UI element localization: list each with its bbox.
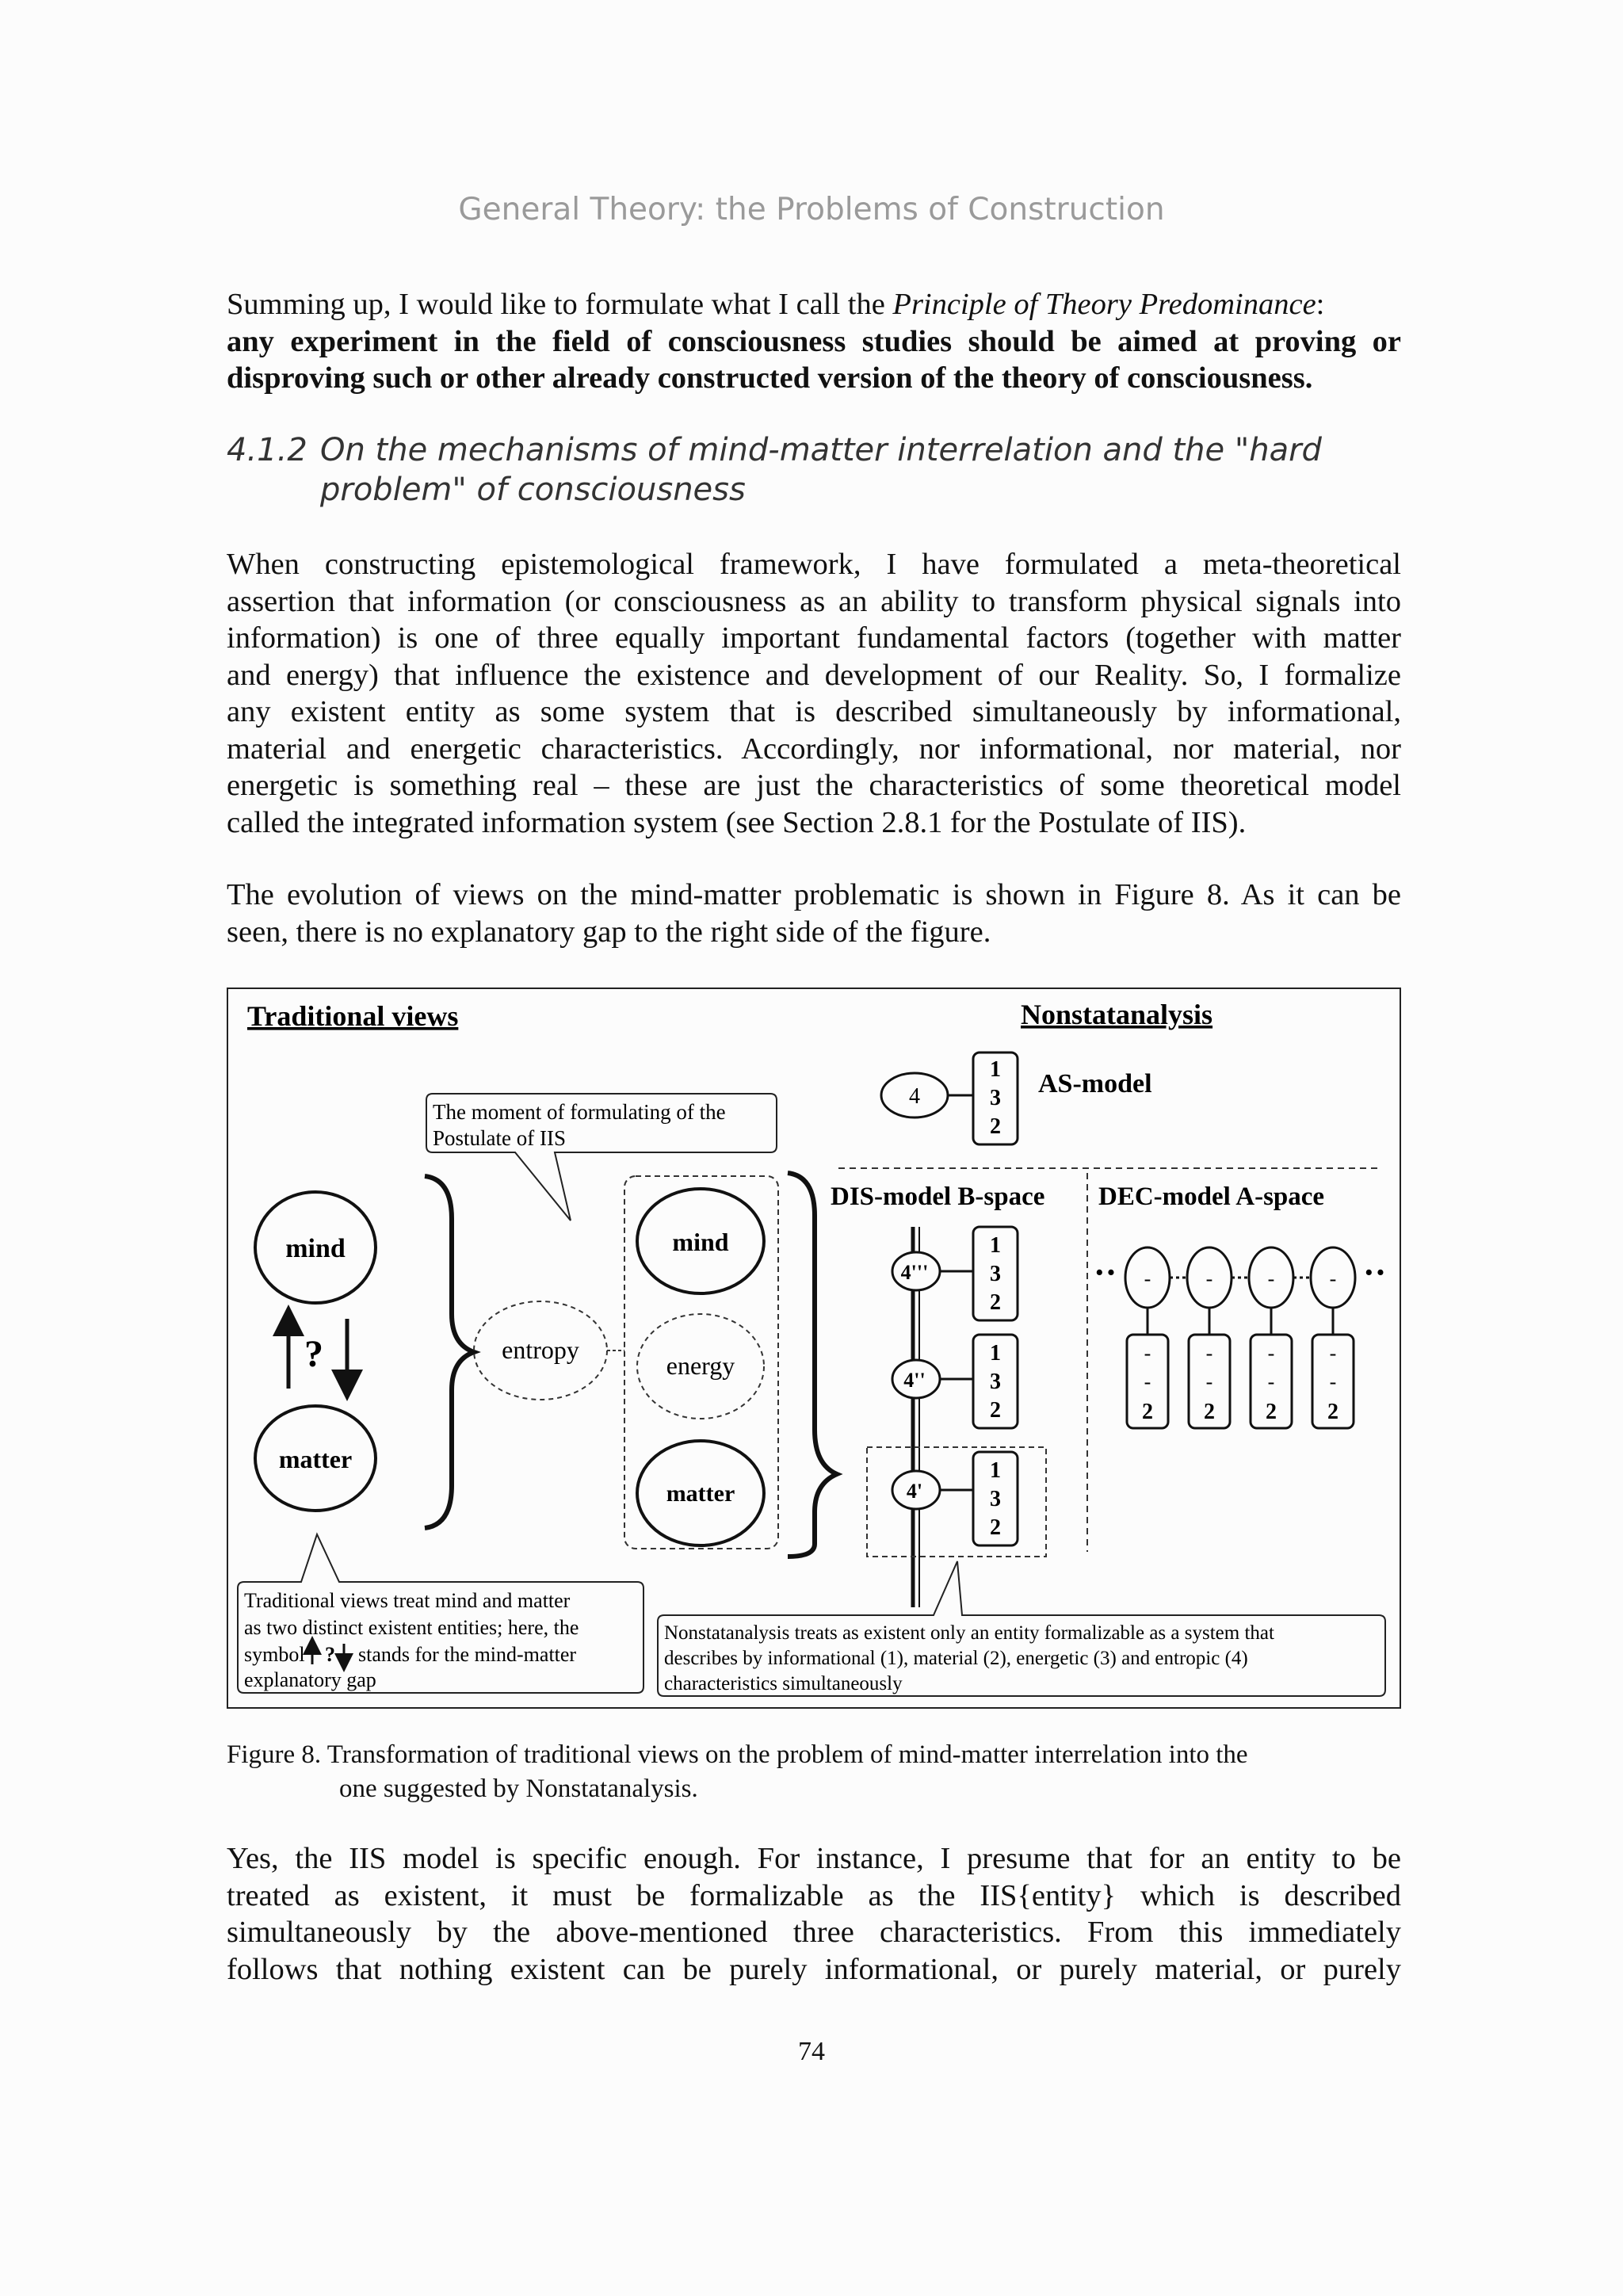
callout-postulate-line: The moment of formulating of the xyxy=(433,1100,726,1124)
dec-unit-dash: - xyxy=(1329,1370,1337,1393)
stack-value: 3 xyxy=(990,1086,1001,1110)
callout-nonstat-line: characteristics simultaneously xyxy=(664,1673,903,1694)
dis-model-label: DIS-model B-space xyxy=(831,1182,1045,1211)
paragraph-line: Summing up, I would like to formulate what I call the Principle of Theory Predominance: xyxy=(227,288,1325,321)
paragraph-line: The evolution of views on the mind-matter problematic is shown in Figure 8. As it can be xyxy=(227,878,1401,911)
energy-label: energy xyxy=(666,1351,735,1380)
paragraph-line: simultaneously by the above-mentioned three characteristics. From this immediately xyxy=(227,1916,1401,1949)
page-number: 74 xyxy=(798,2037,825,2066)
callout-traditional-symbol-label: symbol xyxy=(244,1643,305,1666)
dec-unit-dash: - xyxy=(1329,1267,1337,1290)
paragraph-line: Yes, the IIS model is specific enough. For instance, I presume that for an entity to be xyxy=(227,1842,1401,1875)
principle-statement-line: any experiment in the field of consciousness studies should be aimed at proving or xyxy=(227,324,1401,358)
paragraph-line: When constructing epistemological framework, I have formulated a meta-theoretical xyxy=(227,548,1401,581)
dec-unit-dash: - xyxy=(1205,1342,1213,1365)
dec-unit-dash: - xyxy=(1329,1342,1337,1365)
dec-dots-right: ·· xyxy=(1363,1253,1387,1292)
paragraph-line: any existent entity as some system that is described simultaneously by informational, xyxy=(227,695,1401,728)
dis-node-label: 4'' xyxy=(903,1369,926,1392)
stack-value: 1 xyxy=(990,1057,1001,1082)
dec-dots-left: ·· xyxy=(1094,1253,1117,1292)
dec-model-label: DEC-model A-space xyxy=(1098,1182,1325,1211)
mind-label: mind xyxy=(285,1234,346,1263)
dec-unit xyxy=(1249,1247,1293,1428)
callout-traditional xyxy=(238,1534,643,1693)
stack-value: 2 xyxy=(990,1290,1001,1315)
stack-value: 3 xyxy=(990,1370,1001,1394)
paragraph-line: material and energetic characteristics. Accordingly, nor informational, nor material, nor xyxy=(227,732,1401,766)
paragraph-line: follows that nothing existent can be purely informational, or purely material, or purely xyxy=(227,1952,1401,1986)
stack-value: 3 xyxy=(990,1487,1001,1511)
section-heading xyxy=(227,430,1415,510)
caption-line: Figure 8. Transformation of traditional views on the problem of mind-matter interrelation into the xyxy=(227,1740,1248,1769)
dec-unit-value: 2 xyxy=(1204,1400,1215,1424)
dec-unit-dash: - xyxy=(1267,1370,1275,1393)
callout-nonstat-line: Nonstatanalysis treats as existent only an entity formalizable as a system that xyxy=(664,1622,1274,1644)
dec-unit xyxy=(1125,1247,1170,1428)
iis-matter-label: matter xyxy=(666,1480,735,1507)
paragraph-line: treated as existent, it must be formalizable as the IIS{entity} which is described xyxy=(227,1878,1401,1912)
nonstatanalysis-title: Nonstatanalysis xyxy=(1021,999,1213,1030)
callout-nonstat-line: describes by informational (1), material (2), energetic (3) and entropic (4) xyxy=(664,1648,1248,1669)
dec-unit-value: 2 xyxy=(1142,1400,1153,1424)
stack-value: 3 xyxy=(990,1262,1001,1286)
dec-unit-dash: - xyxy=(1144,1267,1151,1290)
paragraph-iis-model xyxy=(227,1840,1401,1988)
paragraph-line: seen, there is no explanatory gap to the right side of the figure. xyxy=(227,915,991,949)
paragraph-evolution xyxy=(227,877,1401,950)
gap-question: ? xyxy=(304,1333,323,1375)
dec-unit-dash: - xyxy=(1267,1342,1275,1365)
running-header: General Theory: the Problems of Construction xyxy=(458,192,1165,227)
paragraph-framework xyxy=(227,546,1401,841)
stack-value: 2 xyxy=(990,1114,1001,1139)
section-title-line: On the mechanisms of mind-matter interrelation and the "hard xyxy=(320,432,1322,468)
caption-line: one suggested by Nonstatanalysis. xyxy=(339,1775,698,1803)
dec-unit-dash: - xyxy=(1144,1370,1151,1393)
stack-value: 1 xyxy=(990,1458,1001,1483)
principle-name: Principle of Theory Predominance xyxy=(892,288,1316,321)
iis-mind-label: mind xyxy=(672,1228,729,1256)
callout-postulate xyxy=(426,1094,777,1221)
paragraph-line: assertion that information (or consciousness as an ability to transform physical signals into xyxy=(227,584,1401,618)
as-node-4-label: 4 xyxy=(909,1084,920,1109)
entropy-label: entropy xyxy=(502,1335,579,1364)
callout-traditional-line: Traditional views treat mind and matter xyxy=(244,1589,571,1612)
stack-value: 1 xyxy=(990,1341,1001,1366)
dec-unit-dash: - xyxy=(1267,1267,1275,1290)
principle-statement-line: disproving such or other already constructed version of the theory of consciousness. xyxy=(227,361,1313,395)
callout-postulate-line: Postulate of IIS xyxy=(433,1126,566,1150)
figure-caption xyxy=(227,1738,1415,1806)
callout-traditional-line: explanatory gap xyxy=(244,1668,376,1691)
paragraph-principle xyxy=(227,286,1401,397)
as-model-label: AS-model xyxy=(1038,1069,1152,1098)
section-title-line: problem" of consciousness xyxy=(320,472,746,508)
dis-node-label: 4' xyxy=(906,1480,923,1503)
stack-value: 2 xyxy=(990,1398,1001,1423)
paragraph-line: and energy) that influence the existence and development of our Reality. So, I formalize xyxy=(227,658,1401,692)
dec-unit xyxy=(1187,1247,1232,1428)
paragraph-line: called the integrated information system (see Section 2.8.1 for the Postulate of IIS). xyxy=(227,805,1247,839)
paragraph-line: information) is one of three equally important fundamental factors (together with matter xyxy=(227,621,1401,655)
dec-unit xyxy=(1311,1247,1355,1428)
dec-unit-value: 2 xyxy=(1266,1400,1277,1424)
traditional-views-title: Traditional views xyxy=(247,1000,459,1032)
section-number: 4.1.2 xyxy=(227,432,307,468)
brace-traditional-icon xyxy=(425,1176,474,1528)
dec-units xyxy=(1125,1247,1355,1428)
callout-traditional-line: as two distinct existent entities; here, the xyxy=(244,1616,579,1639)
stack-value: 2 xyxy=(990,1515,1001,1540)
paragraph-line: energetic is something real – these are just the characteristics of some theoretical model xyxy=(227,769,1401,802)
callout-traditional-line: stands for the mind-matter xyxy=(358,1643,577,1666)
dec-unit-dash: - xyxy=(1205,1370,1213,1393)
dec-unit-value: 2 xyxy=(1327,1400,1338,1424)
dec-unit-dash: - xyxy=(1205,1267,1213,1290)
stack-value: 1 xyxy=(990,1233,1001,1258)
matter-label: matter xyxy=(278,1445,353,1473)
current-state-frame xyxy=(867,1447,1046,1557)
figure-8 xyxy=(227,988,1401,1709)
dec-unit-dash: - xyxy=(1144,1342,1151,1365)
dis-node-label: 4''' xyxy=(900,1261,929,1284)
brace-nonstat-icon xyxy=(788,1173,837,1557)
callout-nonstatanalysis xyxy=(658,1561,1385,1696)
gap-symbol-question: ? xyxy=(325,1643,335,1666)
